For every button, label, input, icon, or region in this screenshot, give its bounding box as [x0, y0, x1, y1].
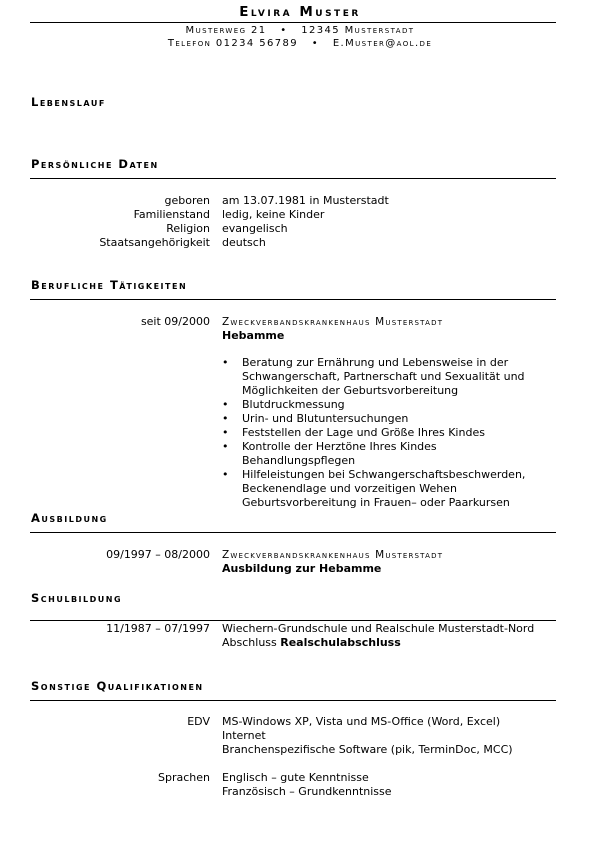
document-title: Lebenslauf — [31, 95, 106, 109]
work-date: seit 09/2000 — [140, 315, 210, 328]
edv-item: Internet — [222, 729, 266, 742]
edv-item: MS-Windows XP, Vista und MS-Office (Word, Excel) — [222, 715, 501, 728]
language-item: Französisch – Grundkenntnisse — [222, 785, 392, 798]
header-divider — [30, 22, 556, 23]
section-heading-work: Berufliche Tätigkeiten — [31, 278, 188, 292]
language-item: Englisch – gute Kenntnisse — [222, 771, 369, 784]
list-item: • Beratung zur Ernährung und Lebensweise in der Schwangerschaft, Partnerschaft und Sexualität und Möglichkeiten der Geburtsvorbereitung — [222, 356, 552, 398]
work-position: Hebamme — [222, 329, 285, 342]
applicant-name: Elvira Muster — [239, 4, 361, 20]
section-divider — [30, 178, 556, 179]
label-languages: Sprachen — [158, 771, 210, 784]
section-heading-personal: Persönliche Daten — [31, 157, 159, 171]
section-heading-qualifications: Sonstige Qualifikationen — [31, 679, 204, 693]
school-result — [222, 636, 401, 650]
contact-line: Telefon 01234 56789 • E.Muster@aol.de — [167, 38, 433, 49]
label-edv: EDV — [187, 715, 210, 728]
list-item: • Blutdruckmessung — [222, 398, 552, 412]
edv-item: Branchenspezifische Software (pik, TerminDoc, MCC) — [222, 743, 513, 756]
education-degree: Ausbildung zur Hebamme — [222, 562, 382, 575]
contact-block — [0, 24, 600, 50]
list-item: • Kontrolle der Herztöne Ihres Kindes Behandlungspflegen — [222, 440, 470, 468]
education-employer: Zweckverbandskrankenhaus Musterstadt — [222, 549, 444, 561]
section-divider — [30, 532, 556, 533]
task-list — [222, 356, 552, 510]
list-item: • Feststellen der Lage und Größe Ihres Kindes — [222, 426, 552, 440]
value-marital-status: ledig, keine Kinder — [222, 208, 325, 221]
value-born: am 13.07.1981 in Musterstadt — [222, 194, 389, 207]
label-born: geboren — [164, 194, 210, 207]
list-item: • Hilfeleistungen bei Schwangerschaftsbeschwerden, Beckenendlage und vorzeitigen Wehen Geburtsvorbereitung in Frauen– oder Paarkursen — [222, 468, 552, 510]
section-divider — [30, 700, 556, 701]
section-heading-education: Ausbildung — [31, 511, 108, 525]
label-religion: Religion — [166, 222, 210, 235]
school-name: Wiechern-Grundschule und Realschule Musterstadt-Nord — [222, 622, 535, 635]
work-employer: Zweckverbandskrankenhaus Musterstadt — [222, 316, 444, 328]
education-date: 09/1997 – 08/2000 — [106, 548, 210, 561]
school-result-prefix: Abschluss — [222, 636, 277, 649]
section-divider — [30, 299, 556, 300]
school-result-degree: Realschulabschluss — [280, 636, 401, 649]
section-divider — [30, 620, 556, 621]
list-item: • Urin- und Blutuntersuchungen — [222, 412, 552, 426]
label-nationality: Staatsangehörigkeit — [99, 236, 210, 249]
value-religion: evangelisch — [222, 222, 288, 235]
cv-header — [0, 4, 600, 20]
label-marital-status: Familienstand — [133, 208, 210, 221]
value-nationality: deutsch — [222, 236, 266, 249]
address-line: Musterweg 21 • 12345 Musterstadt — [185, 25, 415, 36]
school-date: 11/1987 – 07/1997 — [106, 622, 210, 635]
section-heading-school: Schulbildung — [31, 591, 123, 605]
